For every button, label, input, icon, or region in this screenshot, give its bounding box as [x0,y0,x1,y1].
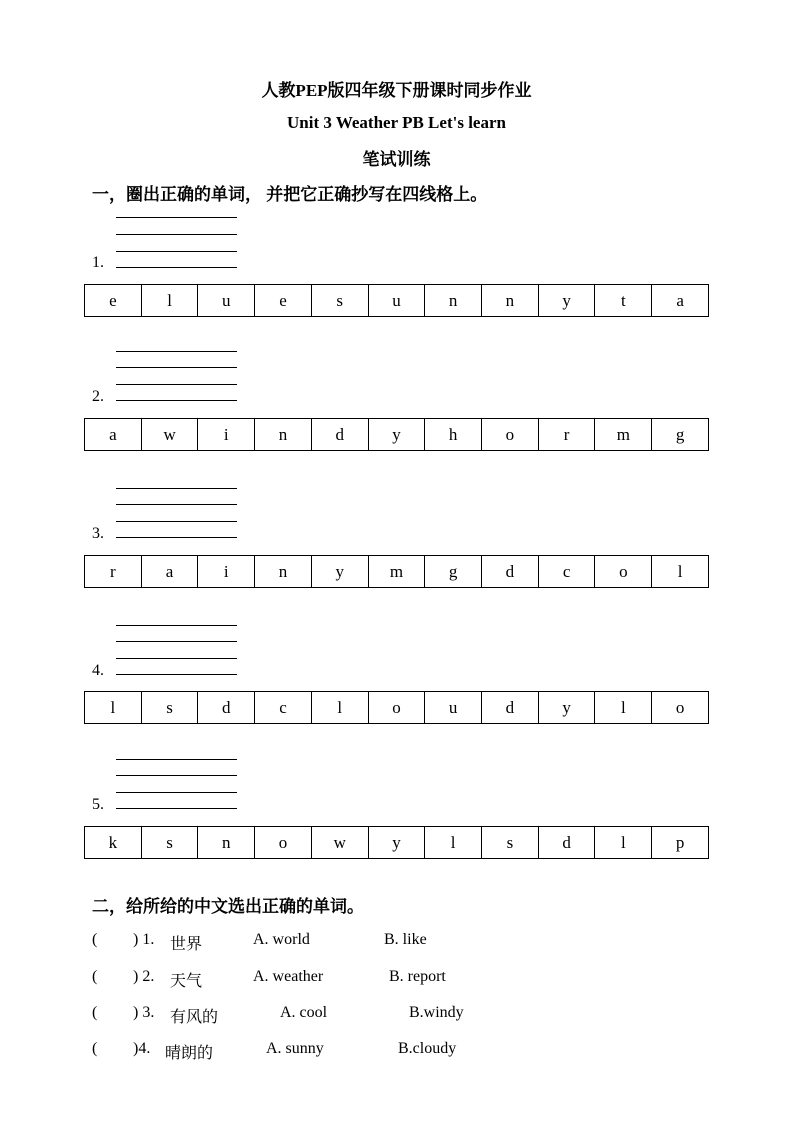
answer-paren-open[interactable]: ( [92,931,98,948]
letter-cell[interactable]: y [538,285,595,317]
letter-cell[interactable]: s [482,827,539,859]
letter-cell[interactable]: n [255,556,312,588]
letter-cell[interactable]: s [311,285,368,317]
letter-cell[interactable]: l [85,692,142,724]
letter-cell[interactable]: g [652,419,709,451]
letter-cell[interactable]: w [141,419,198,451]
letter-grid [84,826,709,859]
letter-cell[interactable]: l [595,827,652,859]
letter-grid [84,691,709,724]
option-b[interactable]: B. like [384,931,427,948]
letter-cell[interactable]: c [255,692,312,724]
page-subtitle: Unit 3 Weather PB Let's learn [287,113,506,132]
letter-cell[interactable]: c [538,556,595,588]
letter-cell[interactable]: o [255,827,312,859]
letter-cell[interactable]: h [425,419,482,451]
letter-cell[interactable]: p [652,827,709,859]
problem-number: 1. [92,254,104,271]
letter-cell[interactable]: y [538,692,595,724]
problem-2 [0,348,793,508]
letter-cell[interactable]: o [595,556,652,588]
question-row [92,968,692,990]
problem-number: 5. [92,796,104,813]
problem-number: 2. [92,388,104,405]
answer-paren-open[interactable]: ( [92,1004,98,1021]
letter-cell[interactable]: d [538,827,595,859]
question-number: ) 1. [133,931,155,948]
problem-number: 3. [92,525,104,542]
letter-grid [84,555,709,588]
letter-cell[interactable]: n [482,285,539,317]
letter-cell[interactable]: n [198,827,255,859]
letter-cell[interactable]: s [141,692,198,724]
letter-cell[interactable]: o [368,692,425,724]
question-row [92,1040,692,1062]
problem-number: 4. [92,662,104,679]
letter-cell[interactable]: d [482,556,539,588]
letter-cell[interactable]: y [368,827,425,859]
section2-heading: 二，给所给的中文选出正确的单词。 [92,897,364,916]
option-b[interactable]: B.cloudy [398,1040,457,1057]
question-chinese: 晴朗的 [165,1045,214,1062]
letter-cell[interactable]: o [652,692,709,724]
letter-cell[interactable]: d [311,419,368,451]
letter-cell[interactable]: l [652,556,709,588]
letter-cell[interactable]: g [425,556,482,588]
letter-cell[interactable]: r [538,419,595,451]
section-label: 笔试训练 [362,150,431,169]
letter-cell[interactable]: u [368,285,425,317]
letter-cell[interactable]: a [85,419,142,451]
letter-grid [84,284,709,317]
letter-cell[interactable]: u [198,285,255,317]
letter-cell[interactable]: e [85,285,142,317]
letter-cell[interactable]: w [311,827,368,859]
letter-cell[interactable]: e [255,285,312,317]
question-number: ) 3. [133,1004,155,1021]
letter-cell[interactable]: a [652,285,709,317]
letter-cell[interactable]: i [198,556,255,588]
question-row [92,1004,692,1026]
letter-cell[interactable]: y [368,419,425,451]
letter-cell[interactable]: m [595,419,652,451]
letter-cell[interactable]: n [425,285,482,317]
letter-cell[interactable]: m [368,556,425,588]
question-chinese: 天气 [170,973,203,990]
section1-heading: 一，圈出正确的单词， 并把它正确抄写在四线格上。 [92,185,488,204]
letter-cell[interactable]: l [425,827,482,859]
letter-cell[interactable]: r [85,556,142,588]
letter-grid [84,418,709,451]
question-number: ) 2. [133,968,155,985]
letter-cell[interactable]: i [198,419,255,451]
letter-cell[interactable]: l [141,285,198,317]
letter-cell[interactable]: l [311,692,368,724]
question-chinese: 世界 [170,936,203,953]
letter-cell[interactable]: t [595,285,652,317]
option-a[interactable]: A. cool [280,1004,328,1021]
question-number: )4. [133,1040,151,1057]
answer-paren-open[interactable]: ( [92,968,98,985]
option-b[interactable]: B. report [389,968,446,985]
letter-cell[interactable]: d [482,692,539,724]
letter-cell[interactable]: l [595,692,652,724]
problem-3 [0,485,793,645]
letter-cell[interactable]: s [141,827,198,859]
question-row [92,931,692,953]
page-title: 人教PEP版四年级下册课时同步作业 [261,81,532,100]
question-chinese: 有风的 [170,1009,219,1026]
answer-paren-open[interactable]: ( [92,1040,98,1057]
letter-cell[interactable]: k [85,827,142,859]
option-a[interactable]: A. sunny [266,1040,324,1057]
option-a[interactable]: A. weather [253,968,324,985]
letter-cell[interactable]: y [311,556,368,588]
option-a[interactable]: A. world [253,931,310,948]
letter-cell[interactable]: u [425,692,482,724]
letter-cell[interactable]: o [482,419,539,451]
letter-cell[interactable]: n [255,419,312,451]
letter-cell[interactable]: a [141,556,198,588]
option-b[interactable]: B.windy [409,1004,464,1021]
letter-cell[interactable]: d [198,692,255,724]
